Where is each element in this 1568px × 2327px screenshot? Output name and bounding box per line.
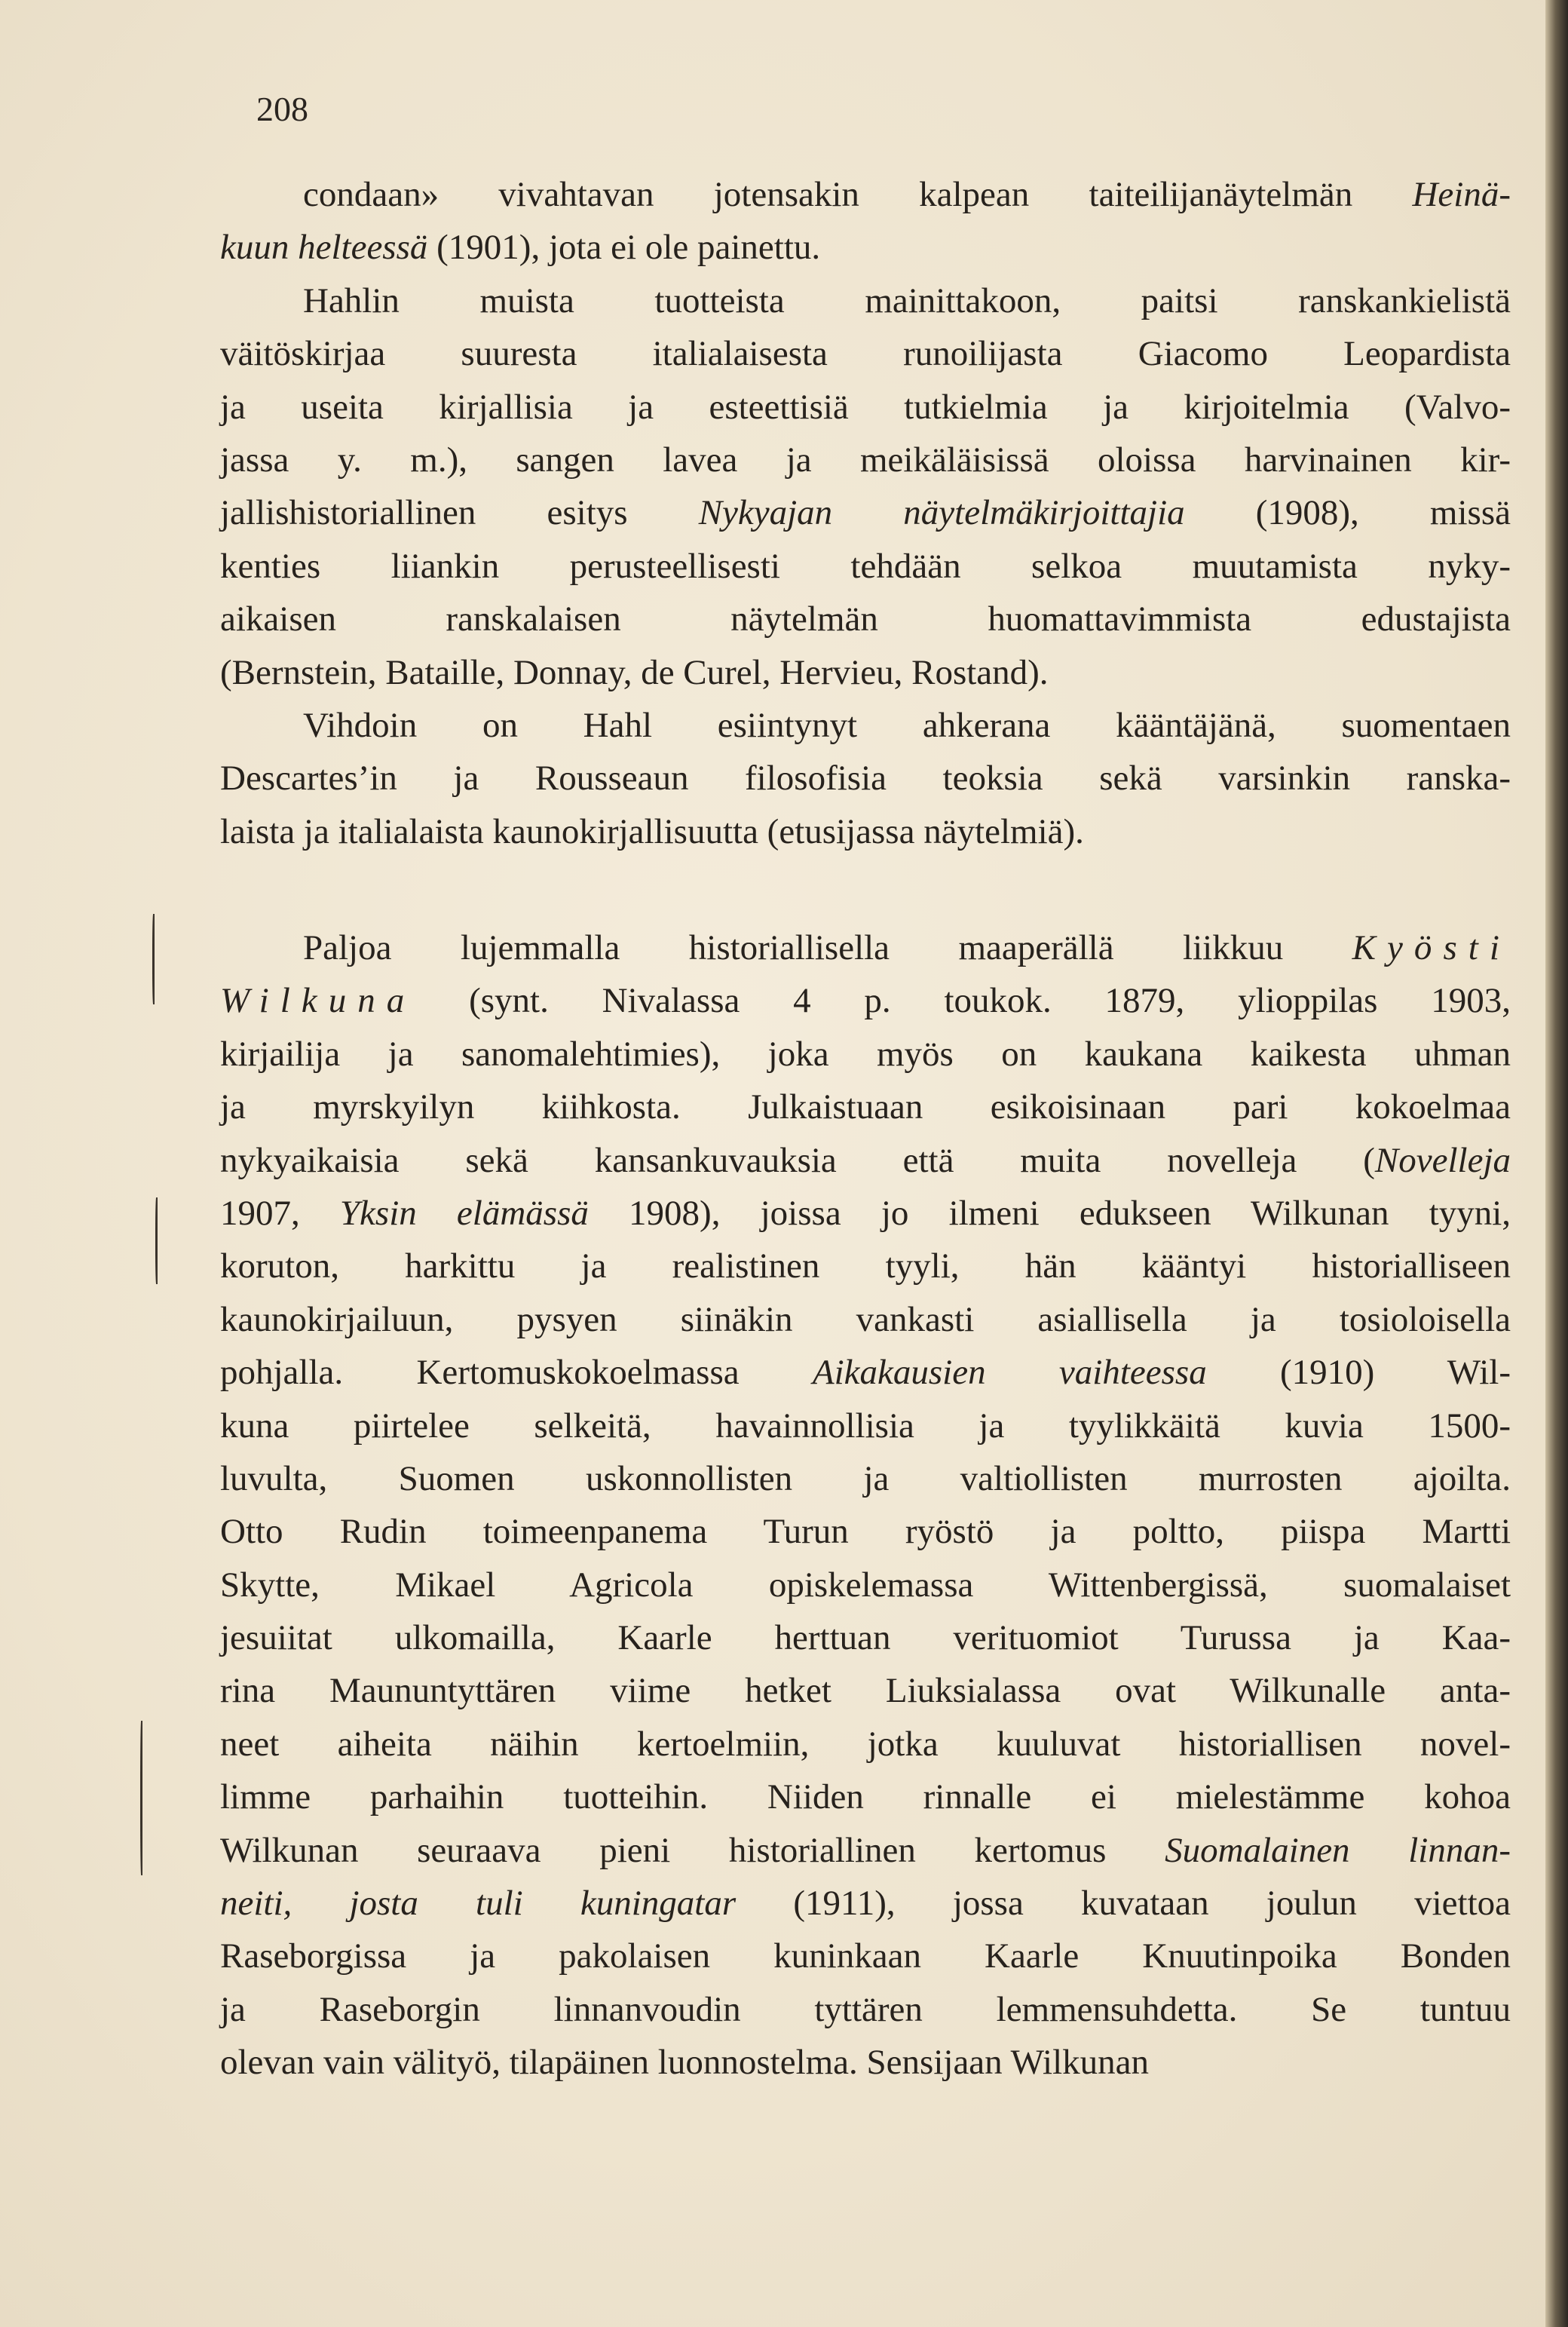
text-line: ja myrskyilyn kiihkosta. Julkaistuaan esikoisinaan pari kokoelmaa (220, 1087, 1511, 1127)
text-line: condaan» vivahtavan jotensakin kalpean taiteilijanäytelmän Heinä- (303, 175, 1511, 214)
text-line: ja useita kirjallisia ja esteettisiä tutkielmia ja kirjoitelmia (Valvo- (220, 387, 1511, 427)
text-line: nykyaikaisia sekä kansankuvauksia että muita novelleja (Novelleja (220, 1140, 1511, 1180)
italic-title: Suomalainen linnan- (1165, 1830, 1511, 1870)
italic-title: kuun helteessä (220, 228, 428, 268)
text-line: Paljoa lujemmalla historiallisella maaperällä liikkuu Kyösti (303, 928, 1511, 967)
text-line: koruton, harkittu ja realistinen tyyli, hän kääntyi historialliseen (220, 1246, 1511, 1286)
text-line: jassa y. m.), sangen lavea ja meikäläisissä oloissa harvinainen kir- (220, 440, 1511, 480)
text-line: Otto Rudin toimeenpanema Turun ryöstö ja poltto, piispa Martti (220, 1512, 1511, 1552)
text-line: 1907, Yksin elämässä 1908), joissa jo ilmeni edukseen Wilkunan tyyni, (220, 1193, 1511, 1233)
spaced-name: Wilkuna (220, 981, 416, 1021)
italic-title: Novelleja (1374, 1140, 1511, 1180)
text-line: Raseborgissa ja pakolaisen kuninkaan Kaarle Knuutinpoika Bonden (220, 1936, 1511, 1976)
text-block-top (220, 168, 1511, 858)
text-line: ja Raseborgin linnanvoudin tyttären lemmensuhdetta. Se tuntuu (220, 1989, 1511, 2029)
text-line: neiti, josta tuli kuningatar (1911), jossa kuvataan joulun viettoa (220, 1884, 1511, 1924)
paragraph-hahl-continuation (220, 168, 1511, 274)
paragraph-wilkuna (220, 921, 1511, 2089)
text-line: kenties liiankin perusteellisesti tehdään selkoa muutamista nyky- (220, 546, 1511, 586)
text-line: Hahlin muista tuotteista mainittakoon, paitsi ranskankielistä (303, 281, 1511, 320)
italic-title: Aikakausien vaihteessa (812, 1353, 1207, 1393)
text-line: jesuiitat ulkomailla, Kaarle herttuan verituomiot Turussa ja Kaa- (220, 1618, 1511, 1658)
text-line: neet aiheita näihin kertoelmiin, jotka kuuluvat historiallisen novel- (220, 1724, 1511, 1764)
text-line: aikaisen ranskalaisen näytelmän huomattavimmista edustajista (220, 599, 1511, 639)
italic-title: Yksin elämässä (339, 1193, 589, 1233)
italic-title: Nykyajan näytelmäkirjoittajia (698, 493, 1185, 533)
margin-pencil-mark (155, 1197, 158, 1284)
text-line: rina Maununtyttären viime hetket Liuksialassa ovat Wilkunalle anta- (220, 1671, 1511, 1711)
text-line: Descartes’in ja Rousseaun filosofisia teoksia sekä varsinkin ranska- (220, 759, 1511, 799)
paragraph-hahl-works (220, 274, 1511, 699)
text-line: kaunokirjailuun, pysyen siinäkin vankasti asiallisella ja tosioloisella (220, 1299, 1511, 1339)
page-number: 208 (256, 90, 308, 128)
text-line: laista ja italialaista kaunokirjallisuutta (etusijassa näytelmiä). (220, 811, 1084, 851)
text-line: Skytte, Mikael Agricola opiskelemassa Wittenbergissä, suomalaiset (220, 1565, 1511, 1605)
text-line: kuun helteessä (1901), jota ei ole painettu. (220, 228, 821, 268)
margin-pencil-mark (152, 914, 155, 1004)
text-line: (Bernstein, Bataille, Donnay, de Curel, Hervieu, Rostand). (220, 652, 1049, 692)
text-line: pohjalla. Kertomuskokoelmassa Aikakausien vaihteessa (1910) Wil- (220, 1353, 1511, 1393)
italic-title: Heinä- (1412, 175, 1511, 214)
text-line: kirjailija ja sanomalehtimies), joka myös on kaukana kaikesta uhman (220, 1034, 1511, 1074)
text-line: Wilkuna (synt. Nivalassa 4 p. toukok. 1879, ylioppilas 1903, (220, 981, 1511, 1021)
text-line: Wilkunan seuraava pieni historiallinen kertomus Suomalainen linnan- (220, 1830, 1511, 1870)
text-line: kuna piirtelee selkeitä, havainnollisia ja tyylikkäitä kuvia 1500- (220, 1406, 1511, 1446)
text-block-bottom (220, 921, 1511, 2089)
text-line: luvulta, Suomen uskonnollisten ja valtiollisten murrosten ajoilta. (220, 1458, 1511, 1498)
spaced-name: Kyösti (1352, 928, 1511, 967)
paragraph-hahl-translations (220, 699, 1511, 858)
margin-pencil-mark (140, 1721, 142, 1875)
text-line: väitöskirjaa suuresta italialaisesta runoilijasta Giacomo Leopardista (220, 334, 1511, 374)
text-line: olevan vain välityö, tilapäinen luonnostelma. Sensijaan Wilkunan (220, 2043, 1150, 2083)
text-line: Vihdoin on Hahl esiintynyt ahkerana kääntäjänä, suomentaen (303, 705, 1511, 745)
text-line: jallishistoriallinen esitys Nykyajan näytelmäkirjoittajia (1908), missä (220, 493, 1511, 533)
page-edge-shadow (1545, 0, 1568, 2327)
italic-title: neiti, josta tuli kuningatar (220, 1884, 737, 1924)
text-line: limme parhaihin tuotteihin. Niiden rinnalle ei mielestämme kohoa (220, 1777, 1511, 1817)
